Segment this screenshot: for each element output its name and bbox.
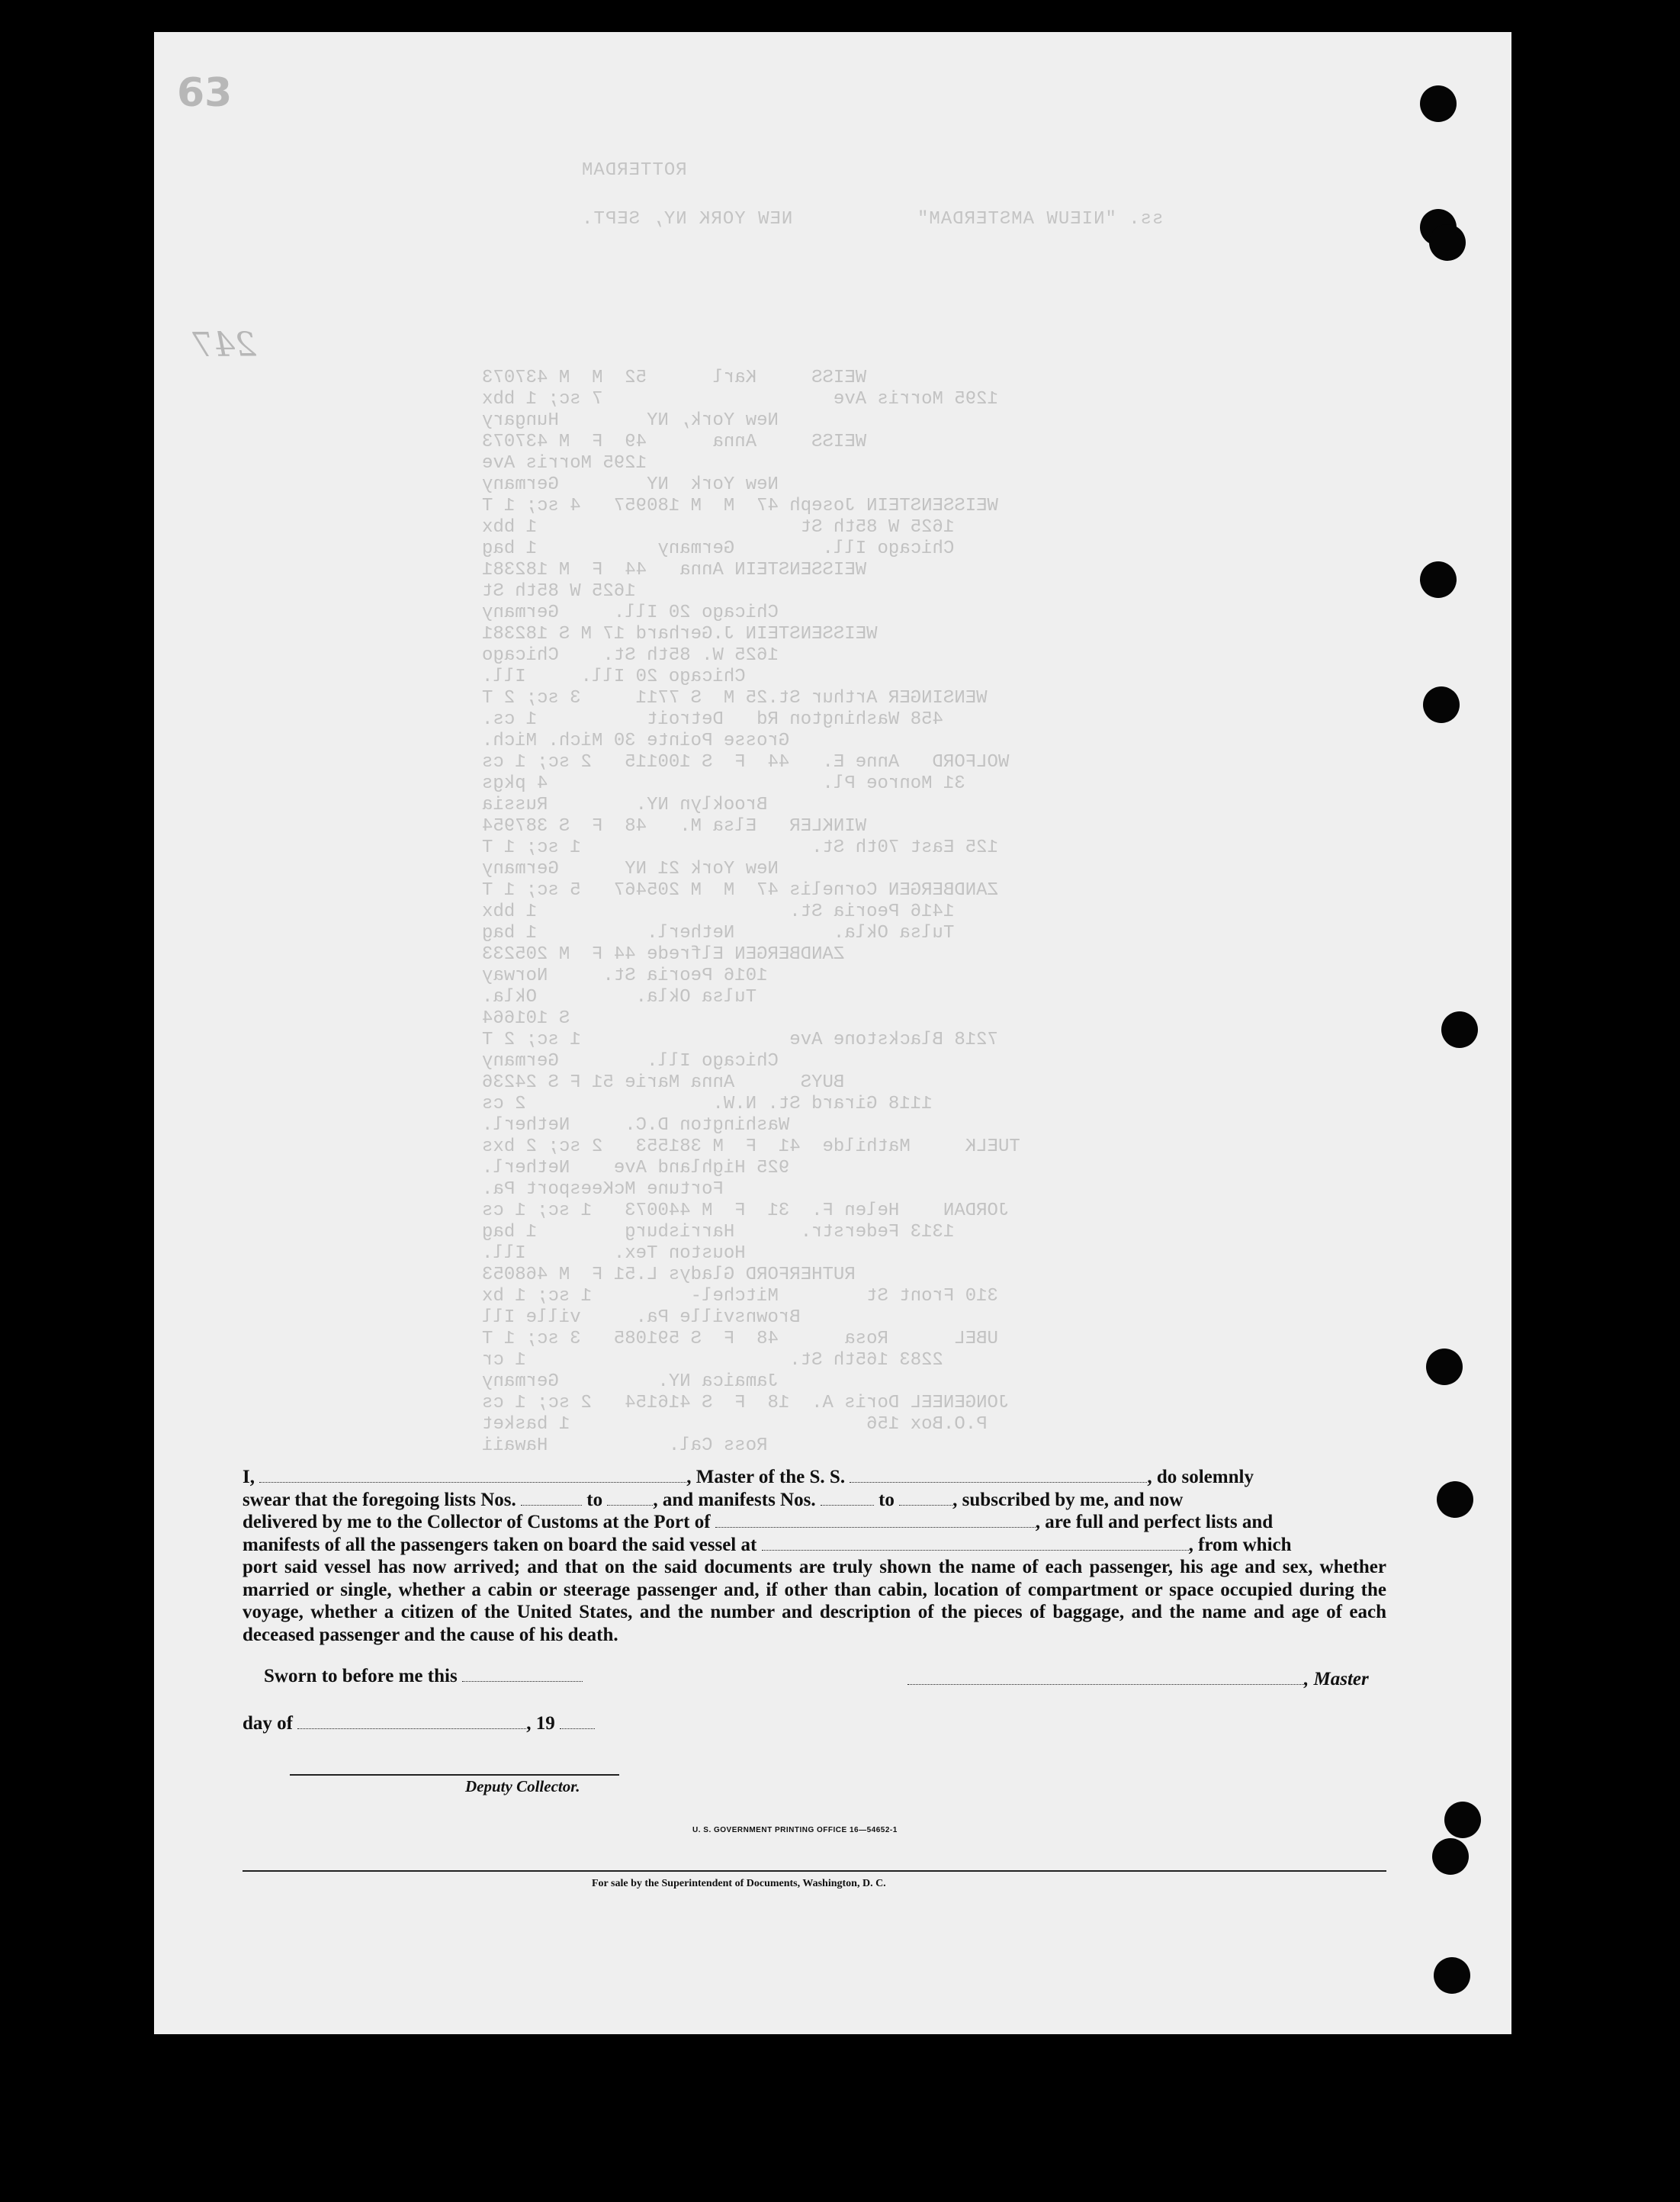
punch-hole — [1420, 561, 1457, 598]
oath-do-solemnly: , do solemnly — [1147, 1467, 1254, 1487]
day-of-line — [243, 1713, 595, 1734]
ghost-row: New York, NY Hungary — [482, 410, 779, 431]
ghost-row: Jamaica NY. Germany — [482, 1371, 779, 1392]
ghost-row: UBEL Rosa 48 F S 591085 3 sc; 1 T — [482, 1329, 998, 1349]
port-blank[interactable] — [715, 1513, 1036, 1528]
punch-hole — [1420, 85, 1457, 122]
oath-to-1: to — [586, 1489, 603, 1510]
ghost-row: 925 Highland Ave Netherl. — [482, 1158, 790, 1178]
ghost-row: Chicago 20 Ill. Germany — [482, 603, 779, 623]
deputy-line — [290, 1774, 619, 1776]
oath-to-2: to — [879, 1489, 895, 1510]
ghost-row: Fortune McKeesport Pa. — [482, 1179, 724, 1200]
ghost-row: 310 Front St Mitchel- 1 sc; 1 bx — [482, 1286, 998, 1307]
list-to-blank[interactable] — [607, 1491, 653, 1506]
manifest-page — [154, 32, 1511, 2034]
oath-are-full: , are full and perfect lists and — [1035, 1512, 1274, 1532]
punch-hole — [1437, 1481, 1473, 1518]
punch-hole — [1432, 1838, 1469, 1875]
ghost-row: 2283 165th St. 1 cr — [482, 1350, 943, 1371]
ghost-row: 1295 Morris Ave 7 sc; 1 bbx — [482, 389, 998, 410]
ghost-passenger-list — [482, 368, 1397, 1457]
ghost-row: 1313 Federstr. Harrisburg 1 bag — [482, 1222, 955, 1242]
ghost-row: 125 East 70th St. 1 sc; 1 T — [482, 837, 998, 858]
ghost-row: Grosse Pointe 30 Mich. Mich. — [482, 731, 790, 751]
oath-and-manifests: , and manifests Nos. — [653, 1489, 816, 1510]
master-label: , Master — [1304, 1669, 1369, 1689]
ghost-row: 1295 Morris Ave — [482, 453, 647, 474]
ghost-row: Chicago Ill. Germany — [482, 1051, 779, 1072]
ghost-row: WEISS Karl 52 M M 437073 — [482, 368, 867, 388]
punch-hole — [1441, 1011, 1478, 1048]
oath-subscribed: , subscribed by me, and now — [952, 1489, 1184, 1510]
master-signature-blank[interactable] — [907, 1670, 1304, 1685]
ghost-row: WEISS Anna 49 F M 437073 — [482, 432, 867, 452]
ghost-ship: ss. "NIEUW AMSTERDAM" — [917, 209, 1164, 230]
ghost-row: 7218 Blackstone Ave 1 sc; 2 T — [482, 1030, 998, 1050]
deputy-label: Deputy Collector. — [465, 1777, 580, 1795]
ghost-row: 31 Monroe Pl. 4 pkgs — [482, 773, 965, 794]
year-label: , 19 — [526, 1713, 555, 1734]
day-of-label: day of — [243, 1713, 293, 1734]
punch-hole — [1429, 224, 1466, 261]
ghost-row: WOLFORD Anne E. 44 F S 100115 2 sc; 1 cs — [482, 752, 1010, 773]
ghost-row: Ross Cal. Hawaii — [482, 1435, 768, 1456]
ghost-row: Tulsa Okla. Netherl. 1 bag — [482, 923, 955, 943]
manifest-to-blank[interactable] — [899, 1491, 952, 1506]
ghost-row: New York NY Germany — [482, 474, 779, 495]
punch-hole — [1434, 1957, 1470, 1994]
ghost-row: JORDAN Helen F. 31 F M 440073 1 sc; 1 cs — [482, 1201, 1010, 1221]
ghost-row: Chicago 20 Ill. Ill. — [482, 667, 746, 687]
ghost-row: Houston Tex. Ill. — [482, 1243, 746, 1264]
for-sale-note: For sale by the Superintendent of Documents, Washington, D. C. — [592, 1878, 886, 1889]
ghost-line2: ROTTERDAM — [581, 160, 687, 181]
ghost-row: 1416 Peoria St. 1 bbx — [482, 902, 955, 922]
year-blank[interactable] — [560, 1715, 595, 1729]
ghost-row: Brooklyn NY. Russia — [482, 795, 768, 815]
ghost-row: BUYS Anna Marie 51 F S 24236 — [482, 1072, 845, 1093]
ghost-row: WINKLER Elsa M. 48 F S 387954 — [482, 816, 867, 837]
gpo-imprint: U. S. GOVERNMENT PRINTING OFFICE 16—54652-1 — [692, 1826, 898, 1834]
sworn-label: Sworn to before me this — [264, 1666, 458, 1686]
ghost-row: Washington D.C. Netherl. — [482, 1115, 790, 1136]
sworn-date-blank[interactable] — [462, 1667, 583, 1682]
oath-master-of: , Master of the S. S. — [686, 1467, 846, 1487]
ghost-row: WEISSENSTEIN Anna 44 F M 182381 — [482, 560, 867, 580]
oath-from-which: , from which — [1188, 1534, 1292, 1555]
ghost-row: S 101664 — [482, 1008, 823, 1029]
ghost-row: ZANDBERGEN Cornelis 47 M M 205467 5 sc; 1 T — [482, 880, 998, 901]
punch-hole — [1444, 1802, 1481, 1838]
ghost-row: Brownsville Pa. ville Ill — [482, 1307, 801, 1328]
master-signature — [907, 1669, 1369, 1690]
oath-text — [243, 1466, 1386, 1646]
ghost-row: 1118 Girard St. N.W. 2 cs — [482, 1094, 933, 1114]
name-blank[interactable] — [259, 1468, 686, 1483]
ghost-row: 1625 W. 85th St. Chicago — [482, 645, 779, 666]
ghost-row: ZANDBERGEN Elfrede 44 F M 205233 — [482, 944, 845, 965]
ghost-row: WEISSENSTEIN J.Gerhard 17 M S 182381 — [482, 624, 878, 645]
ghost-row: Chicago Ill. Germany 1 bag — [482, 538, 955, 559]
sworn-line — [264, 1666, 583, 1687]
ship-blank[interactable] — [850, 1468, 1147, 1483]
list-from-blank[interactable] — [521, 1491, 582, 1506]
oath-swear: swear that the foregoing lists Nos. — [243, 1489, 516, 1510]
ghost-row: New York 21 NY Germany — [482, 859, 779, 879]
ghost-row: 1625 W 85th St — [482, 581, 636, 602]
ghost-row: TUELK Mathilde 41 F M 381553 2 sc; 2 bxs — [482, 1136, 1020, 1157]
ghost-row: RUTHERFORD Gladys L.51 F M 468053 — [482, 1265, 856, 1285]
ghost-row: JONGENEEL Doris A. 18 F S 416154 2 sc; 1 cs — [482, 1393, 1010, 1413]
ghost-row: 1016 Peoria St. Norway — [482, 966, 768, 986]
day-of-blank[interactable] — [297, 1715, 526, 1729]
punch-hole — [1423, 686, 1460, 723]
ghost-row: WENSINGER Arthur St.25 M S 7711 3 sc; 2 T — [482, 688, 988, 709]
corner-mark: 63 — [177, 70, 233, 116]
punch-hole — [1426, 1349, 1463, 1385]
oath-i: I, — [243, 1467, 255, 1487]
bottom-rule — [243, 1870, 1386, 1872]
vessel-port-blank[interactable] — [762, 1536, 1189, 1551]
ghost-row: P.O.Box 156 1 basket — [482, 1414, 988, 1435]
manifest-from-blank[interactable] — [821, 1491, 874, 1506]
ghost-row: Tulsa Okla. Okla. — [482, 987, 757, 1008]
oath-rest: port said vessel has now arrived; and that on the said documents are truly shown the name of each passenger, his age and sex, whether married or single, whether a cabin or steerage passenger and, if other than cabin, location of compartment or space occupied during the voyage, whether a citizen of the United States, and the number and description of the pieces of baggage, and the name and age of each deceased passenger and the cause of his death. — [243, 1557, 1386, 1645]
ghost-row: 458 Washington Rd Detroit 1 cs. — [482, 709, 943, 730]
ghost-port-date: NEW YORK NY, SEPT. — [581, 209, 793, 230]
handwritten-mark: 247 — [192, 326, 256, 365]
oath-delivered: delivered by me to the Collector of Customs at the Port of — [243, 1512, 711, 1532]
ghost-row: 1625 W 85th St 1 bbx — [482, 517, 955, 538]
ghost-row: WEISSENSTEIN Joseph 47 M M 180957 4 sc; 1 T — [482, 496, 998, 516]
oath-manifests-all: manifests of all the passengers taken on board the said vessel at — [243, 1534, 757, 1555]
